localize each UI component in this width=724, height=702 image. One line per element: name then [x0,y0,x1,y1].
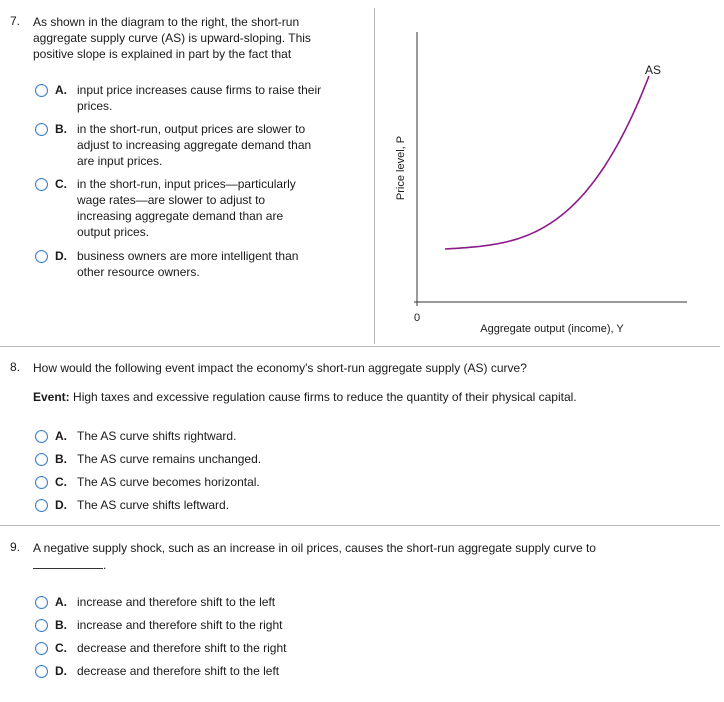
radio-button[interactable] [35,123,48,136]
radio-button[interactable] [35,642,48,655]
radio-button[interactable] [35,596,48,609]
option-text: decrease and therefore shift to the left [77,664,280,678]
option-text: decrease and therefore shift to the right [77,641,287,655]
option-text: input price increases cause firms to raise their prices. [77,83,322,113]
q9-question-text: A negative supply shock, such as an increase in oil prices, causes the short-run aggregate supply curve to [33,541,596,555]
as-curve-label: AS [644,63,662,77]
option-letter: C. [55,641,67,655]
q8-number: 8. [10,360,21,374]
option-text: The AS curve shifts rightward. [77,429,237,443]
radio-button[interactable] [35,476,48,489]
q8-option-b[interactable] [35,451,261,467]
fill-in-blank [33,556,103,569]
q7-option-d[interactable] [35,248,335,280]
option-letter: C. [55,177,67,191]
option-letter: B. [55,452,67,466]
q8-event [33,389,713,405]
x-axis-label: Aggregate output (income), Y [480,323,624,335]
radio-button[interactable] [35,453,48,466]
as-curve [445,76,649,249]
option-text: The AS curve remains unchanged. [77,452,262,466]
q9-number: 9. [10,540,21,554]
q7-question-text: As shown in the diagram to the right, the short-run aggregate supply curve (AS) is upward-sloping. This positive slope is explained in part by the fact that [33,15,311,61]
q9-answer-blank [33,556,106,573]
option-text: increase and therefore shift to the left [77,595,276,609]
option-letter: C. [55,475,67,489]
y-axis-label: Price level, P [395,135,407,201]
option-text: increase and therefore shift to the right [77,618,283,632]
q7-option-b[interactable] [35,121,335,169]
radio-button[interactable] [35,178,48,191]
option-letter: D. [55,249,67,263]
option-letter: D. [55,498,67,512]
option-letter: A. [55,595,67,609]
option-text: The AS curve shifts leftward. [77,498,230,512]
q7-option-a[interactable] [35,82,335,114]
option-letter: B. [55,122,67,136]
q8-question-text: How would the following event impact the economy's short-run aggregate supply (AS) curve? [33,361,527,375]
option-letter: D. [55,664,67,678]
q9-option-a[interactable] [35,594,275,610]
q9-option-d[interactable] [35,663,279,679]
origin-label: 0 [413,312,421,324]
option-letter: B. [55,618,67,632]
radio-button[interactable] [35,84,48,97]
q7-number: 7. [10,14,21,28]
radio-button[interactable] [35,619,48,632]
option-letter: A. [55,429,67,443]
q8-option-d[interactable] [35,497,229,513]
option-text: in the short-run, output prices are slower to adjust to increasing aggregate demand than are input prices. [77,122,312,168]
q8-option-a[interactable] [35,428,236,444]
q8-option-c[interactable] [35,474,260,490]
event-label: Event: [33,390,70,404]
blank-period: . [103,558,107,572]
q9-option-b[interactable] [35,617,282,633]
radio-button[interactable] [35,665,48,678]
option-text: The AS curve becomes horizontal. [77,475,260,489]
radio-button[interactable] [35,250,48,263]
question-divider [0,346,720,347]
radio-button[interactable] [35,430,48,443]
radio-button[interactable] [35,499,48,512]
q9-option-c[interactable] [35,640,286,656]
q7-option-c[interactable] [35,176,335,240]
as-chart [376,8,720,344]
event-text: High taxes and excessive regulation cause firms to reduce the quantity of their physical capital. [73,390,577,404]
option-text: business owners are more intelligent than other resource owners. [77,249,299,279]
question-divider [0,525,720,526]
option-letter: A. [55,83,67,97]
column-divider [374,8,375,344]
option-text: in the short-run, input prices—particularly wage rates—are slower to adjust to increasing aggregate demand than are output prices. [77,177,296,239]
